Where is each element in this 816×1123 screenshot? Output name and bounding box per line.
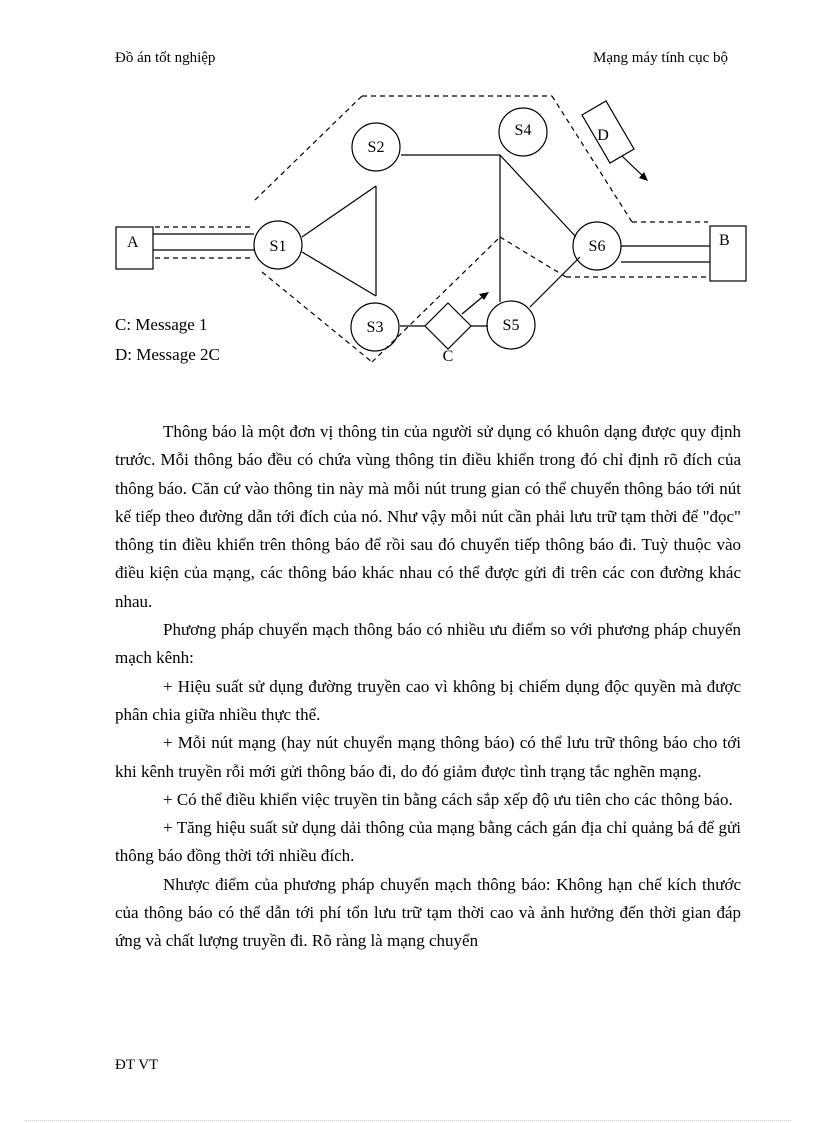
body-text — [115, 418, 741, 956]
bullet-paragraph: + Hiệu suất sử dụng đường truyền cao vì không bị chiếm dụng độc quyền mà được phân chia giữa nhiều thực thể. — [115, 676, 741, 724]
paragraph: Phương pháp chuyển mạch thông báo có nhiều ưu điểm so với phương pháp chuyển mạch kênh: — [115, 620, 741, 668]
label-a: A — [127, 234, 139, 251]
label-s1: S1 — [269, 238, 287, 255]
paragraph: Nhược điểm của phương pháp chuyển mạch thông báo: Không hạn chế kích thước của thông báo có thể dẫn tới phí tổn lưu trữ tạm thời cao và ảnh hưởng đến thời gian đáp ứng và chất lượng truyền đi. Rõ ràng là mạng chuyển — [115, 874, 741, 951]
label-s5: S5 — [502, 317, 520, 334]
bullet-paragraph: + Có thể điều khiển việc truyền tin bằng cách sắp xếp độ ưu tiên cho các thông báo. — [163, 789, 733, 809]
message-c-diamond — [425, 303, 471, 349]
bullet-paragraph: + Tăng hiệu suất sử dụng dải thông của mạng bằng cách gán địa chỉ quảng bá để gửi thông báo đồng thời tới nhiều đích. — [115, 818, 741, 866]
paragraph: Thông báo là một đơn vị thông tin của người sử dụng có khuôn dạng được quy định trước. Mỗi thông báo đều có chứa vùng thông tin điều khiển trong đó chỉ định rõ đích của thông báo. Căn cứ vào thông tin này mà mỗi nút trung gian có thể chuyển thông báo tới nút kế tiếp theo đường dẫn tới đích của nó. Như vậy mỗi nút cần phải lưu trữ tạm thời để "đọc" thông tin điều khiển trên thông báo để rồi sau đó chuyển tiếp thông báo đi. Tuỳ thuộc vào điều kiện của mạng, các thông báo khác nhau có thể được gửi đi trên các con đường khác nhau. — [115, 422, 741, 611]
header-right: Mạng máy tính cục bộ — [593, 50, 728, 66]
network-diagram — [0, 0, 816, 400]
legend-message-1: C: Message 1 — [115, 315, 208, 334]
message-d-path — [155, 96, 708, 227]
message-c-path — [155, 237, 708, 362]
page-bottom-rule — [25, 1120, 791, 1121]
label-s4: S4 — [514, 122, 532, 139]
links — [153, 155, 710, 326]
label-s2: S2 — [367, 139, 385, 156]
legend-message-2c: D: Message 2C — [115, 345, 220, 364]
footer: ĐT VT — [115, 1057, 159, 1073]
label-b: B — [719, 232, 730, 249]
bullet-paragraph: + Mỗi nút mạng (hay nút chuyển mạng thông báo) có thể lưu trữ thông báo cho tới khi kênh truyền rỗi mới gửi thông báo đi, do đó giảm được tình trạng tắc nghẽn mạng. — [115, 733, 741, 781]
header-left: Đồ án tốt nghiệp — [115, 50, 216, 66]
label-c: C — [442, 348, 454, 365]
label-s6: S6 — [588, 238, 606, 255]
label-d: D — [597, 127, 609, 144]
label-s3: S3 — [366, 319, 384, 336]
